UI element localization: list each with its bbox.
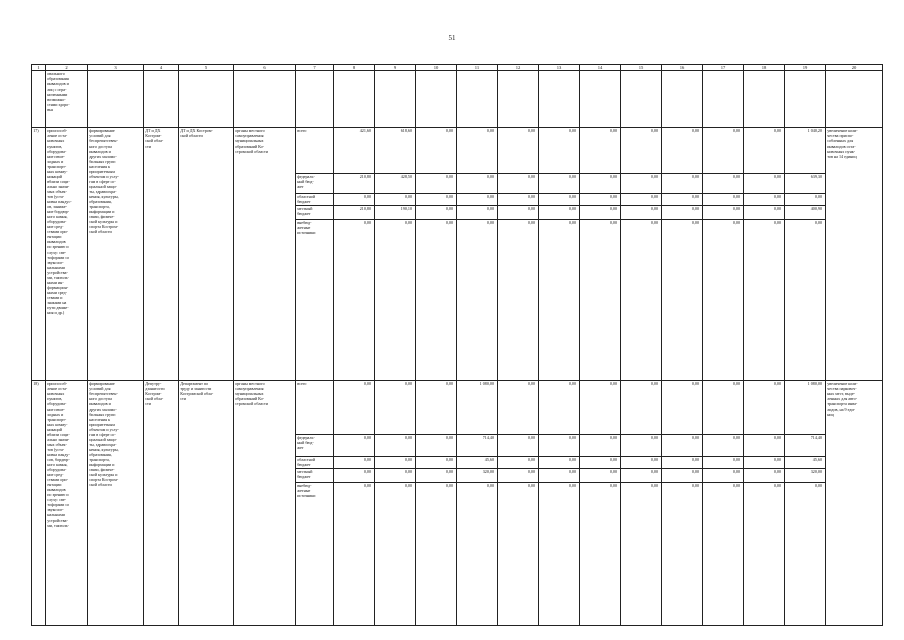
funding-value: 0,00 (662, 482, 703, 625)
funding-value: 421,60 (334, 128, 375, 174)
empty-cell (826, 71, 883, 128)
funding-value: 0,00 (375, 482, 416, 625)
funding-value: 0,00 (416, 380, 457, 434)
funding-value: 45,60 (457, 456, 498, 468)
funding-total: 0,00 (785, 482, 826, 625)
funding-value: 0,00 (580, 174, 621, 194)
funding-value: 0,00 (744, 194, 785, 206)
funding-value: 0,00 (498, 194, 539, 206)
funding-value: 0,00 (457, 128, 498, 174)
funding-value: 0,00 (703, 174, 744, 194)
header-col-5: 5 (179, 65, 234, 71)
funding-value: 0,00 (457, 205, 498, 219)
funding-value: 0,00 (334, 434, 375, 456)
funding-source: всего (296, 128, 334, 174)
funding-source: местный бюджет (296, 205, 334, 219)
funding-value: 0,00 (662, 219, 703, 380)
funding-value: 0,00 (744, 468, 785, 482)
funding-value: 0,00 (498, 456, 539, 468)
empty-cell (296, 71, 334, 128)
funding-total: 320,00 (785, 468, 826, 482)
funding-value: 0,00 (416, 468, 457, 482)
funding-total: 1 040,20 (785, 128, 826, 174)
funding-value: 428,50 (375, 174, 416, 194)
funding-value: 0,00 (416, 434, 457, 456)
funding-total: 639,30 (785, 174, 826, 194)
funding-total: 0,00 (785, 194, 826, 206)
funding-value: 0,00 (580, 380, 621, 434)
funding-value: 0,00 (621, 219, 662, 380)
funding-value: 0,00 (498, 128, 539, 174)
funding-value: 0,00 (498, 205, 539, 219)
funding-value: 1 080,00 (457, 380, 498, 434)
funding-value: 190,10 (375, 205, 416, 219)
funding-value: 0,00 (621, 194, 662, 206)
funding-value: 0,00 (621, 482, 662, 625)
empty-cell (621, 71, 662, 128)
item-name: приспособ- ление оста- новочных пунктов, оборудова- ние пеше- ходных и транспорт- ных комму- никаций вблизи соци- ально значи- мых объек- тов (уста- новка пандус- ов, заниже- ние бордюр- ного камня, оборудова- ние сред- ствами ори- ентации инвалидов по зрению и слуху: све- тофорами со звукосиг- нальными устройства- ми, тактиль- ными ин- формацион- ными сред- ствами и знаками на пути движе- ния и др.) (46, 128, 88, 381)
item-number: 18) (32, 380, 46, 625)
funding-total: 0,00 (785, 219, 826, 380)
funding-value: 0,00 (334, 456, 375, 468)
funding-value: 714,40 (457, 434, 498, 456)
funding-value: 618,60 (375, 128, 416, 174)
funding-source: внебюд- жетные источники (296, 482, 334, 625)
empty-cell (179, 71, 234, 128)
empty-cell (539, 71, 580, 128)
funding-value: 0,00 (375, 456, 416, 468)
funding-value: 0,00 (375, 219, 416, 380)
funding-source: внебюд- жетные источники (296, 219, 334, 380)
funding-value: 0,00 (498, 468, 539, 482)
item-goal: формирование условий для беспрепятствен- ного доступа инвалидов и других маломо- бильных групп населения к приоритетным объектам и услу- гам в сфере со- циальной защи- ты, здравоохра- нения, культуры, образования, транспорта, информации и связи, физиче- ской культуры и спорта Костром- ской области (88, 128, 144, 381)
funding-value: 0,00 (580, 128, 621, 174)
funding-value: 0,00 (539, 128, 580, 174)
item-number: 17) (32, 128, 46, 381)
funding-value: 0,00 (744, 219, 785, 380)
funding-value: 0,00 (375, 434, 416, 456)
empty-cell (334, 71, 375, 128)
funding-value: 0,00 (744, 482, 785, 625)
funding-total: 1 080,00 (785, 380, 826, 434)
funding-value: 0,00 (703, 194, 744, 206)
funding-value: 0,00 (334, 219, 375, 380)
funding-value: 0,00 (662, 468, 703, 482)
header-col-9: 9 (375, 65, 416, 71)
header-col-2: 2 (46, 65, 88, 71)
header-col-8: 8 (334, 65, 375, 71)
funding-value: 0,00 (334, 380, 375, 434)
funding-value: 0,00 (457, 219, 498, 380)
funding-value: 0,00 (539, 174, 580, 194)
empty-cell (457, 71, 498, 128)
funding-value: 0,00 (621, 128, 662, 174)
funding-value: 0,00 (662, 456, 703, 468)
funding-value: 0,00 (539, 434, 580, 456)
funding-value: 0,00 (621, 205, 662, 219)
empty-cell (785, 71, 826, 128)
funding-value: 0,00 (539, 456, 580, 468)
funding-value: 0,00 (498, 174, 539, 194)
funding-value: 0,00 (498, 482, 539, 625)
empty-cell (234, 71, 296, 128)
empty-cell (580, 71, 621, 128)
funding-value: 0,00 (662, 205, 703, 219)
funding-value: 0,00 (703, 468, 744, 482)
funding-total: 400,90 (785, 205, 826, 219)
funding-value: 0,00 (539, 205, 580, 219)
funding-value: 0,00 (662, 128, 703, 174)
funding-value: 0,00 (744, 434, 785, 456)
funding-value: 0,00 (539, 194, 580, 206)
funding-value: 210,80 (334, 174, 375, 194)
header-col-16: 16 (662, 65, 703, 71)
funding-source: федераль- ный бюд- жет (296, 434, 334, 456)
funding-value: 0,00 (703, 456, 744, 468)
header-col-14: 14 (580, 65, 621, 71)
funding-value: 0,00 (539, 219, 580, 380)
funding-value: 0,00 (498, 434, 539, 456)
funding-source: местный бюджет (296, 468, 334, 482)
funding-value: 0,00 (580, 456, 621, 468)
responsible-executor: Депутру- дзанятости Костром- ской обла- сти (144, 380, 179, 625)
continuation-row (32, 71, 883, 128)
funding-value: 0,00 (539, 468, 580, 482)
header-col-13: 13 (539, 65, 580, 71)
funding-value: 0,00 (416, 456, 457, 468)
funding-value: 0,00 (498, 219, 539, 380)
funding-value: 0,00 (416, 128, 457, 174)
funding-value: 0,00 (703, 434, 744, 456)
funding-value: 0,00 (744, 174, 785, 194)
funding-value: 0,00 (334, 482, 375, 625)
header-col-15: 15 (621, 65, 662, 71)
header-col-3: 3 (88, 65, 144, 71)
header-col-11: 11 (457, 65, 498, 71)
funding-value: 0,00 (580, 194, 621, 206)
funding-value: 0,00 (621, 174, 662, 194)
continuation-text: овального образования инвалидов и лиц с огра- ниченными возможно- стями здоро- вья (46, 71, 88, 128)
funding-source: федераль- ный бюд- жет (296, 174, 334, 194)
empty-cell (375, 71, 416, 128)
empty-cell (498, 71, 539, 128)
funding-value: 0,00 (703, 128, 744, 174)
item-name: приспособ- ление оста- новочных пунктов, оборудова- ние пеше- ходных и транспорт- ных комму- никаций вблизи соци- ально значи- мых объек- тов (уста- новка панду- сов, бордюр- ного камня, оборудова- ние сред- ствами ори- ентации инвалидов по зрению и слуху: све- тофорами со звукосиг- нальными устройства- ми, тактиль- (46, 380, 88, 625)
header-col-12: 12 (498, 65, 539, 71)
funding-value: 0,00 (334, 468, 375, 482)
funding-value: 0,00 (416, 205, 457, 219)
funding-value: 0,00 (621, 434, 662, 456)
coexecutor: ДТ и ДХ Костром- ской области (179, 128, 234, 381)
empty-cell (32, 71, 46, 128)
item-goal: формирование условий для беспрепятствен- ного доступа инвалидов и других маломо- бильных групп населения к приоритетным объектам и услу- гам в сфере со- циальной защи- ты, здравоохра- нения, культуры, образования, транспорта, информации и связи, физиче- ской культуры и спорта Костром- ской области (88, 380, 144, 625)
funding-value: 0,00 (744, 128, 785, 174)
funding-value: 0,00 (662, 380, 703, 434)
expected-result: увеличение коли- чества приспо- собленных для инвалидов оста- новочных пунк- тов на 14 единиц (826, 128, 883, 381)
funding-value: 0,00 (621, 380, 662, 434)
funding-total: 714,40 (785, 434, 826, 456)
funding-value: 0,00 (498, 380, 539, 434)
program-table (31, 64, 883, 626)
header-col-17: 17 (703, 65, 744, 71)
header-col-10: 10 (416, 65, 457, 71)
expected-result: увеличение коли- чества парковоч- ных мест, выде- ленных для авто- транспорта инва- лидов, на 9 еди- ниц (826, 380, 883, 625)
funding-value: 0,00 (457, 174, 498, 194)
funding-value: 0,00 (457, 194, 498, 206)
funding-value: 0,00 (375, 194, 416, 206)
funding-value: 0,00 (703, 219, 744, 380)
funding-source: всего (296, 380, 334, 434)
funding-value: 0,00 (416, 194, 457, 206)
header-col-6: 6 (234, 65, 296, 71)
funding-value: 0,00 (580, 205, 621, 219)
funding-value: 0,00 (580, 434, 621, 456)
header-col-19: 19 (785, 65, 826, 71)
empty-cell (416, 71, 457, 128)
header-col-18: 18 (744, 65, 785, 71)
page-number: 51 (448, 34, 456, 42)
empty-cell (662, 71, 703, 128)
funding-value: 0,00 (416, 174, 457, 194)
funding-value: 0,00 (662, 174, 703, 194)
funding-value: 0,00 (580, 219, 621, 380)
funding-source: областной бюджет (296, 456, 334, 468)
funding-value: 0,00 (539, 482, 580, 625)
header-col-1: 1 (32, 65, 46, 71)
funding-value: 0,00 (662, 194, 703, 206)
funding-value: 0,00 (416, 482, 457, 625)
funding-value: 0,00 (539, 380, 580, 434)
funding-value: 0,00 (703, 205, 744, 219)
participant: органы местного самоуправления муниципальных образований Ко- стромской области (234, 128, 296, 381)
header-col-20: 20 (826, 65, 883, 71)
header-col-4: 4 (144, 65, 179, 71)
funding-value: 0,00 (744, 380, 785, 434)
funding-value: 0,00 (580, 482, 621, 625)
funding-value: 0,00 (416, 219, 457, 380)
empty-cell (744, 71, 785, 128)
funding-value: 0,00 (334, 194, 375, 206)
coexecutor: Департамент по труду и занятости Костромской обла- сти (179, 380, 234, 625)
funding-total: 45,60 (785, 456, 826, 468)
funding-source: областной бюджет (296, 194, 334, 206)
funding-value: 0,00 (580, 468, 621, 482)
empty-cell (144, 71, 179, 128)
empty-cell (88, 71, 144, 128)
funding-value: 0,00 (621, 468, 662, 482)
funding-value: 0,00 (375, 380, 416, 434)
funding-value: 210,80 (334, 205, 375, 219)
funding-row (32, 380, 883, 434)
funding-value: 0,00 (457, 482, 498, 625)
empty-cell (703, 71, 744, 128)
header-col-7: 7 (296, 65, 334, 71)
participant: органы местного самоуправления муниципальных образований Ко- стромской области (234, 380, 296, 625)
funding-row (32, 128, 883, 174)
funding-value: 0,00 (703, 482, 744, 625)
funding-value: 0,00 (662, 434, 703, 456)
funding-value: 320,00 (457, 468, 498, 482)
funding-value: 0,00 (703, 380, 744, 434)
responsible-executor: ДТ и ДХ Костром- ской обла- сти (144, 128, 179, 381)
funding-value: 0,00 (621, 456, 662, 468)
funding-value: 0,00 (744, 205, 785, 219)
funding-value: 0,00 (375, 468, 416, 482)
funding-value: 0,00 (744, 456, 785, 468)
